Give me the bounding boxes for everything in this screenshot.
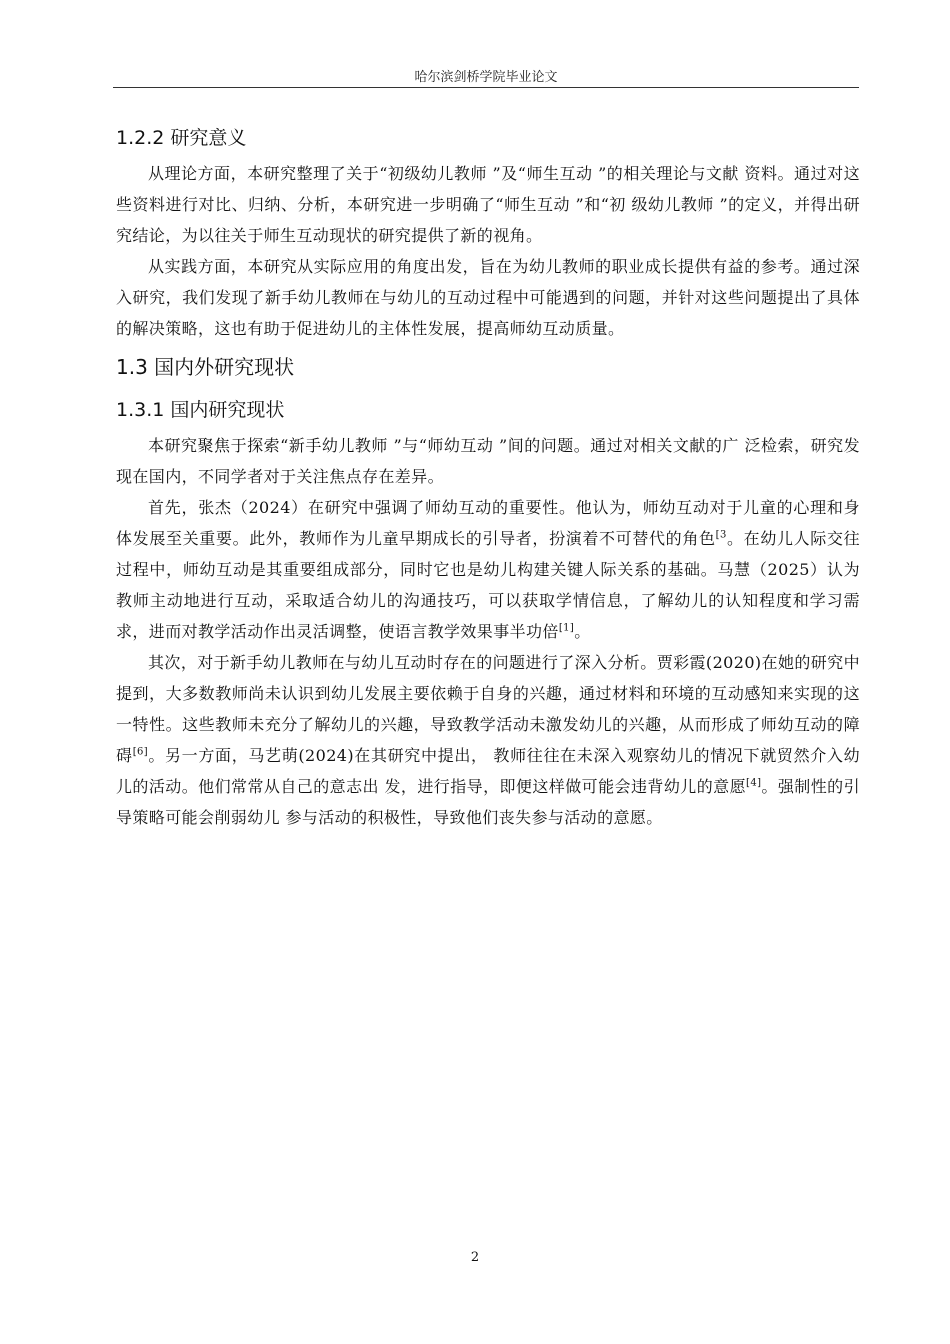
paragraph-intro: 本研究聚焦于探索“新手幼儿教师 ”与“师幼互动 ”间的问题。通过对相关文献的广 泛检索，研究发现在国内，不同学者对于关注焦点存在差异。 (116, 436, 860, 486)
citation-3: [3 (715, 529, 727, 541)
paragraph-zhang (116, 492, 860, 647)
paragraph-jia (116, 647, 860, 833)
paragraph-zhang-text-2: 。在幼儿人际交往过程中，师幼互动是其重要组成部分，同时它也是幼儿构建关键人际关系的基础。马慧（2025）认为教师主动地进行互动，采取适合幼儿的沟通技巧，可以获取学情信息，了解幼儿的认知程度和学习需求，进而对教学活动作出灵活调整，使语言教学效果事半功倍 (116, 529, 861, 641)
heading-1-3: 1.3 国内外研究现状 (116, 355, 295, 379)
page-number: 2 (470, 1250, 480, 1265)
citation-6: [6] (132, 746, 149, 758)
paragraph-jia-text-2: 。另一方面，马艺萌(2024)在其研究中提出， 教师往往在未深入观察幼儿的情况下就贸然介入幼儿的活动。他们常常从自己的意志出 发，进行指导，即便这样做可能会违背幼儿的意愿 (116, 746, 860, 796)
document-body (116, 118, 860, 833)
paragraph-jia-text-3: 。强制性的引导策略可能会削弱幼儿 参与活动的积极性，导致他们丧失参与活动的意愿。 (116, 777, 860, 827)
citation-1: [1] (558, 622, 575, 634)
paragraph-zhang-text-3: 。 (574, 622, 591, 641)
page-header-title: 哈尔滨剑桥学院毕业论文 (414, 70, 558, 85)
paragraph-jia-text-1: 其次，对于新手幼儿教师在与幼儿互动时存在的问题进行了深入分析。贾彩霞(2020)在她的研究中提到，大多数教师尚未认识到幼儿发展主要依赖于自身的兴趣，通过材料和环境的互动感知来实现的这一特性。这些教师未充分了解幼儿的兴趣，导致教学活动未激发幼儿的兴趣，从而形成了师幼互动的障碍 (116, 653, 860, 765)
citation-4: [4] (746, 777, 762, 789)
paragraph-zhang-text-1: 首先，张杰（2024）在研究中强调了师幼互动的重要性。他认为，师幼互动对于儿童的心理和身体发展至关重要。此外，教师作为儿童早期成长的引导者，扮演着不可替代的角色 (116, 498, 860, 548)
paragraph-practice: 从实践方面，本研究从实际应用的角度出发，旨在为幼儿教师的职业成长提供有益的参考。通过深入研究，我们发现了新手幼儿教师在与幼儿的互动过程中可能遇到的问题，并针对这些问题提出了具体的解决策略，这也有助于促进幼儿的主体性发展，提高师幼互动质量。 (116, 257, 860, 338)
header-divider (113, 87, 859, 88)
heading-1-2-2: 1.2.2 研究意义 (116, 127, 247, 149)
heading-1-3-1: 1.3.1 国内研究现状 (116, 399, 285, 421)
paragraph-theory: 从理论方面，本研究整理了关于“初级幼儿教师 ”及“师生互动 ”的相关理论与文献 资料。通过对这些资料进行对比、归纳、分析，本研究进一步明确了“师生互动 ”和“初 级幼儿教师 ”的定义，并得出研究结论，为以往关于师生互动现状的研究提供了新的视角。 (116, 164, 860, 245)
